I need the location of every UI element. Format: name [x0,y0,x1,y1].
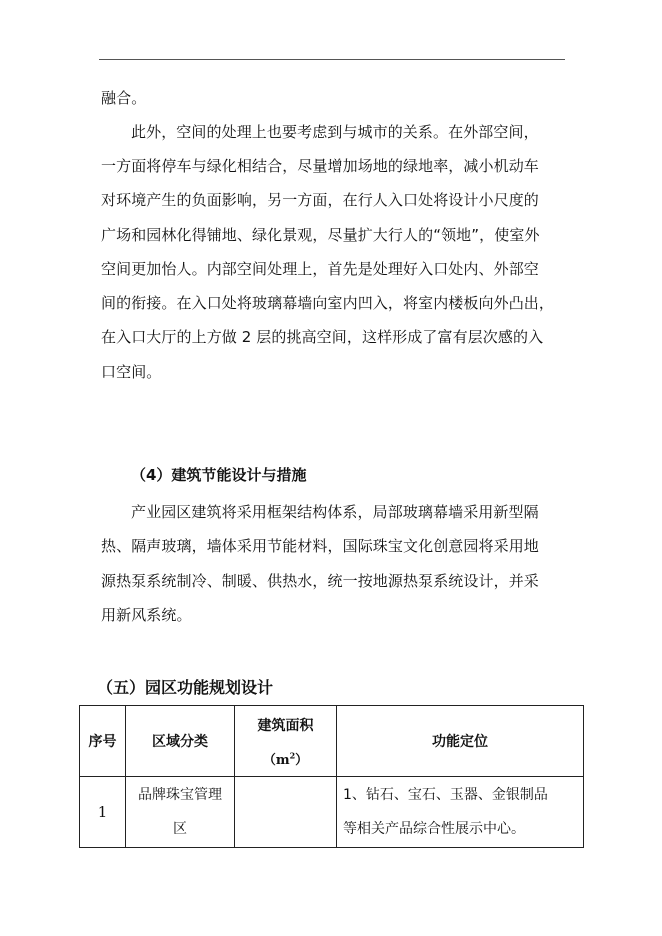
paragraph-line: 一方面将停车与绿化相结合，尽量增加场地的绿地率，减小机动车 [101,157,539,175]
header-zone: 区域分类 [126,706,235,777]
cell-seq: 1 [80,777,126,848]
cell-function-line: 等相关产品综合性展示中心。 [343,821,525,837]
paragraph-line: 源热泵系统制冷、制暖、供热水，统一按地源热泵系统设计，并采 [101,572,539,590]
header-function: 功能定位 [337,706,584,777]
table-header-row [80,706,584,777]
header-seq: 序号 [80,706,126,777]
cell-zone-line: 品牌珠宝管理 [138,787,222,803]
paragraph-line: 此外，空间的处理上也要考虑到与城市的关系。在外部空间， [131,123,539,141]
cell-zone [126,777,235,848]
paragraph-line: 用新风系统。 [101,606,192,624]
table-row [80,777,584,848]
page-header-rule [99,59,565,60]
paragraph-line: 产业园区建筑将采用框架结构体系，局部玻璃幕墙采用新型隔 [131,503,539,521]
paragraph-line: 对环境产生的负面影响，另一方面，在行人入口处将设计小尺度的 [101,191,539,209]
cell-area [235,777,337,848]
header-area [235,706,337,777]
paragraph-line: 广场和园林化得铺地、绿化景观，尽量扩大行人的“领地”，使室外 [101,226,540,244]
header-area-label: 建筑面积 [257,717,314,734]
section-heading-energy: （4）建筑节能设计与措施 [131,466,307,484]
paragraph-line: 间的衔接。在入口处将玻璃幕墙向室内凹入，将室内楼板向外凸出， [101,294,555,312]
paragraph-line: 空间更加怡人。内部空间处理上，首先是处理好入口处内、外部空 [101,260,539,278]
cell-zone-line: 区 [173,821,187,837]
section-heading-function-planning: （五）园区功能规划设计 [97,678,274,697]
function-planning-table [79,705,584,848]
cell-function-line: 1、钻石、宝石、玉器、金银制品 [343,787,548,803]
paragraph-line: 融合。 [101,89,147,107]
paragraph-line: 热、隔声玻璃，墙体采用节能材料，国际珠宝文化创意园将采用地 [101,537,539,555]
header-area-unit: $(m^2)$ [262,750,309,768]
cell-function [337,777,584,848]
paragraph-line: 口空间。 [101,363,162,381]
paragraph-line: 在入口大厅的上方做 2 层的挑高空间，这样形成了富有层次感的入 [101,328,544,346]
